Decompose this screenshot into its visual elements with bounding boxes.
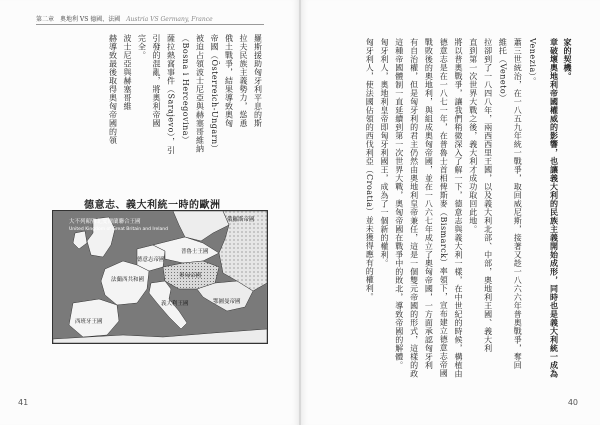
map-title: 德意志、義大利統一時的歐洲 [84,200,221,211]
left-text-column: 赫導致最後取得奧匈帝國的領 [108,34,118,145]
left-text-column: 波士尼亞與赫塞哥維 [123,34,132,111]
running-header [36,14,213,23]
map-label-austria: 奧匈帝國 [179,273,202,279]
right-text-column: 有自治權，但是匈牙利的君主仍然由奧地利皇帝兼任，這是一個雙元帝國的形式，這樣的政 [409,38,419,378]
left-text-column: 被迫占領波士尼亞與赫塞哥維納 [195,34,205,153]
left-text-column: 完全。 [137,34,147,60]
right-text-column: Venezia）。 [528,38,537,86]
right-text-column: 維托（Veneto） [498,38,508,103]
right-bold-column: 家的契機。 [563,38,572,81]
header-chapter-en: Austria VS Germany, France [126,16,213,23]
map-label-spain: 西班牙王國 [75,319,103,325]
right-text-column: 拉卻到了一八四八年，兩西西里王國，以及義大利北部、中部，奧地利王國、義大利 [483,38,493,353]
left-page [0,0,299,425]
right-text-column: 戰敗後的奧地利，與組成奧匈帝國，並在一八六七年成立了奧匈帝國，一方面承認匈牙利 [424,38,434,370]
left-text-column: 引發的混亂，將奧利帝國 [152,34,161,128]
right-text-column: 匈牙利人，使法國佔領的西伐利亞（Croatia）並未獲得應有的權利。 [365,38,375,302]
right-text-column: 蕭三世統治，在一八五九年統一戰爭，取回威尼斯，接著又趁一八六六年普奧戰爭，奪回 [513,38,523,370]
map-label-uk-en: United Kingdom of Great Britain and Ireland [69,227,168,232]
map-label-uk: 大不列顛暨北愛爾蘭聯合王國 [69,219,141,225]
right-text-column: 德意志是在一八七一年，在普魯士首相俾斯麥（Bismarck）率領下，宣布建立德意志帝國 [439,38,449,378]
map-label-france: 法蘭西共和國 [111,277,145,283]
map-label-ottoman: 鄂圖曼帝國 [213,299,241,305]
right-page [301,0,600,425]
left-text-column: （Bosna i Hercegovina） [181,34,190,145]
left-text-column: 俄土戰爭，結果導致奧匈 [224,34,234,128]
right-text-column: 這種帝國體制一直延續到第一次世界大戰，奧匈帝國在戰爭中的敗北，導致帝國的解體。 [394,38,404,370]
map-label-german: 德意志帝國 [137,257,165,263]
page-number-left: 41 [18,398,29,407]
map-label-prussia: 普魯士王國 [181,249,209,255]
left-text-column: 薩拉熱窩事件（Sarajevo），引 [166,34,176,155]
right-bold-column: 章破壞奧地利帝國權威的影響，也讓義大利的民族主義開始成形，同時也是義大利統一成為 [549,38,559,378]
right-text-column: 直到第一次世界大戰之後，義大利才成功取回此地。 [468,38,478,234]
page-number-right: 40 [567,398,578,407]
left-text-column: 羅斯援助匈牙利平息的斯 [253,34,263,128]
header-chapter: 第二章 奧地利 VS 德國、法國 [36,16,121,23]
map-label-italy: 義大利王國 [161,301,189,307]
europe-map [52,210,268,344]
right-text-column: 匈牙利人，奧地利皇帝即匈牙利國王，成為了一個新的權利。 [380,38,389,268]
right-text-column: 將以普奧戰爭，讓我們稍微深入了解一下，德意志與義大利一樣，在中世紀的時候，構植由 [454,38,463,378]
left-text-column: 拉夫民族主義勢力，慫恿 [239,34,248,128]
left-text-column: 帝國（Österreich-Ungarn） [210,34,219,154]
header-rule [36,24,264,25]
map-label-russia: 俄羅斯帝國 [227,217,255,223]
